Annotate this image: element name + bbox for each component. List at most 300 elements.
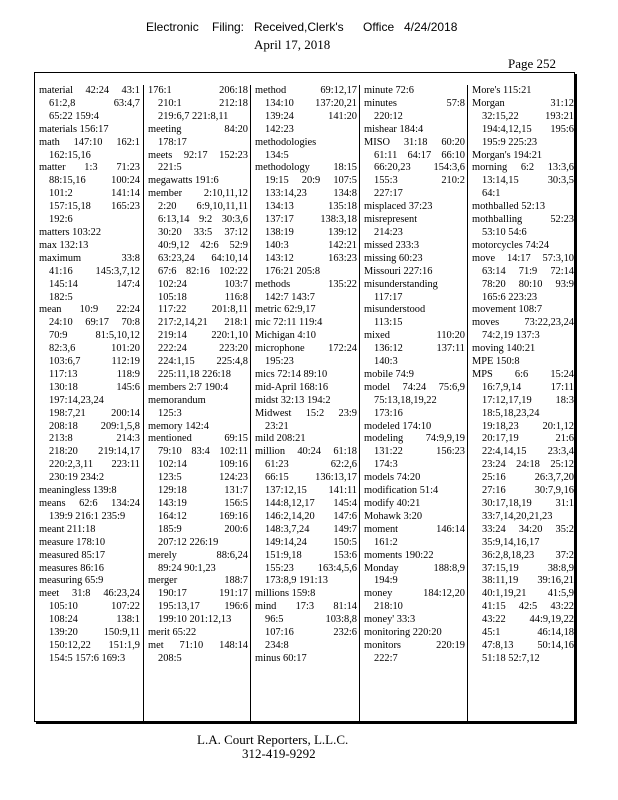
index-ref-line: 123:5 124:23 [158, 472, 248, 484]
index-ref-line: 33:7,14,20,21,23 [482, 510, 553, 522]
index-ref-line: 41:16 145:3,7,12 [49, 265, 140, 277]
index-ref-line: 133:14,23 134:8 [265, 188, 357, 200]
index-ref-line: 197:14,23,24 [49, 394, 104, 406]
index-ref-line: 78:20 80:10 93:9 [482, 278, 574, 290]
index-ref-line: 30:20 33:5 37:12 [158, 226, 248, 238]
index-entry [251, 653, 359, 666]
index-term-line: merit 65:22 [148, 627, 197, 639]
filing-office: Office [363, 20, 395, 34]
index-term-line: misunderstanding [364, 278, 438, 290]
index-term-line: minus 60:17 [255, 652, 307, 664]
index-ref-line: 173:8,9 191:13 [265, 575, 328, 587]
index-term-line: money' 33:3 [364, 614, 416, 626]
index-term-line: modification 51:4 [364, 485, 439, 497]
index-term-line: mobile 74:9 [364, 368, 414, 380]
index-entry [360, 614, 467, 627]
index-term-line: misunderstood [364, 304, 426, 316]
index-entry [144, 150, 250, 176]
index-term-line: meaningless 139:8 [39, 485, 117, 497]
index-term-line: misplaced 37:23 [364, 201, 433, 213]
index-ref-line: 102:24 103:7 [158, 278, 248, 290]
index-ref-line: 75:13,18,19,22 [374, 394, 437, 406]
index-entry [468, 85, 576, 98]
index-ref-line: 105:18 116:8 [158, 291, 248, 303]
index-term-line: measure 178:10 [39, 536, 106, 548]
index-entry [35, 588, 142, 665]
index-entry [35, 85, 142, 124]
index-ref-line: 88:15,16 100:24 [49, 175, 140, 187]
index-ref-line: 53:10 54:6 [482, 226, 527, 238]
index-entry [144, 188, 250, 382]
index-ref-line: 149:14,24 150:5 [265, 536, 357, 548]
index-entry [360, 266, 467, 279]
index-entry [360, 98, 467, 124]
index-entry [360, 369, 467, 382]
index-entry [468, 317, 576, 343]
index-ref-line: 137:12,15 141:11 [265, 485, 357, 497]
index-term-line: meets 92:17 152:23 [148, 149, 248, 161]
index-ref-line: 129:18 131:7 [158, 485, 248, 497]
index-ref-line: 190:17 191:17 [158, 588, 248, 600]
index-term-line: methods 135:22 [255, 278, 357, 290]
index-entry [35, 575, 142, 588]
index-ref-line: 19:15 20:9 107:5 [265, 175, 357, 187]
index-ref-line: 220:12 [374, 110, 403, 122]
index-ref-line: 70:9 81:5,10,12 [49, 330, 140, 342]
index-term-line: materials 156:17 [39, 123, 109, 135]
index-ref-line: 131:22 156:23 [374, 446, 465, 458]
index-ref-line: 63:23,24 64:10,14 [158, 252, 248, 264]
index-ref-line: 195:23 [265, 356, 294, 368]
index-term-line: measuring 65:9 [39, 575, 104, 587]
index-entry [360, 640, 467, 666]
index-term-line: meant 211:18 [39, 523, 96, 535]
index-term-line: mind 17:3 81:14 [255, 601, 357, 613]
index-ref-line: 219:14 220:1,10 [158, 330, 248, 342]
index-term-line: MPE 150:8 [472, 356, 520, 368]
index-entry [360, 279, 467, 305]
index-entry [360, 240, 467, 253]
index-entry [144, 85, 250, 124]
index-ref-line: 117:22 201:8,11 [158, 304, 248, 316]
index-term-line: member 2:10,11,12 [148, 188, 248, 200]
index-ref-line: 19:18,23 20:1,12 [482, 420, 574, 432]
index-ref-line: 113:15 [374, 317, 403, 329]
index-ref-line: 18:5,18,23,24 [482, 407, 540, 419]
index-ref-line: 6:13,14 9:2 30:3,6 [158, 214, 248, 226]
index-entry [35, 537, 142, 550]
index-ref-line: 101:2 141:14 [49, 188, 140, 200]
index-ref-line: 2:20 6:9,10,11,11 [158, 201, 248, 213]
index-entry [468, 150, 576, 163]
index-ref-line: 194:4,12,15 195:6 [482, 123, 574, 135]
index-ref-line: 145:14 147:4 [49, 278, 140, 290]
index-entry [35, 304, 142, 485]
index-entry [468, 356, 576, 369]
index-entry [360, 433, 467, 472]
index-ref-line: 66:20,23 154:3,6 [374, 162, 465, 174]
index-ref-line: 143:12 163:23 [265, 252, 357, 264]
index-entry [468, 201, 576, 214]
filing-electronic: Electronic [146, 20, 199, 34]
index-term-line: memorandum [148, 394, 206, 406]
index-term-line: methodology 18:15 [255, 162, 357, 174]
index-ref-line: 36:2,8,18,23 37:2 [482, 549, 574, 561]
index-entry [468, 304, 576, 317]
index-entry [251, 162, 359, 278]
index-entry [468, 162, 576, 201]
index-term-line: MPS 6:6 15:24 [472, 368, 574, 380]
index-ref-line: 140:3 [374, 356, 398, 368]
index-term-line: moment 146:14 [364, 523, 465, 535]
index-ref-line: 23:24 24:18 25:12 [482, 459, 574, 471]
index-ref-line: 16:7,9,14 17:11 [482, 381, 574, 393]
index-term-line: mishear 184:4 [364, 123, 424, 135]
index-entry [35, 485, 142, 498]
index-term-line: MISO 31:18 60:20 [364, 136, 465, 148]
index-term-line: money 184:12,20 [364, 588, 465, 600]
index-entry [468, 253, 576, 305]
index-entry [251, 601, 359, 653]
index-entry [360, 627, 467, 640]
index-term-line: morning 6:2 13:3,6 [472, 162, 574, 174]
index-entry [360, 524, 467, 550]
index-ref-line: 194:9 [374, 575, 398, 587]
index-entry [144, 575, 250, 627]
index-entry [144, 395, 250, 421]
index-term-line: measured 85:17 [39, 549, 106, 561]
index-ref-line: 155:23 163:4,5,6 [265, 562, 357, 574]
index-term-line: millions 159:8 [255, 588, 316, 600]
index-entry [360, 563, 467, 589]
index-ref-line: 27:16 30:7,9,16 [482, 485, 574, 497]
index-term-line: max 132:13 [39, 239, 89, 251]
index-term-line: modeling 74:9,9,19 [364, 433, 465, 445]
index-term-line: missed 233:3 [364, 239, 420, 251]
index-term-line: More's 115:21 [472, 85, 532, 96]
index-entry [360, 498, 467, 511]
index-ref-line: 173:16 [374, 407, 403, 419]
index-ref-line: 195:9 225:23 [482, 136, 538, 148]
index-ref-line: 174:3 [374, 459, 398, 471]
index-entry [35, 524, 142, 537]
index-ref-line: 221:5 [158, 162, 182, 174]
index-entry [360, 137, 467, 202]
index-ref-line: 162:15,16 [49, 149, 91, 161]
index-ref-line: 102:14 109:16 [158, 459, 248, 471]
index-ref-line: 157:15,18 165:23 [49, 201, 140, 213]
index-ref-line: 138:19 139:12 [265, 226, 357, 238]
index-term-line: metric 62:9,17 [255, 304, 316, 316]
index-ref-line: 67:6 82:16 102:22 [158, 265, 248, 277]
index-ref-line: 140:3 142:21 [265, 239, 357, 251]
index-term-line: minute 72:6 [364, 85, 414, 96]
index-term-line: motorcycles 74:24 [472, 239, 550, 251]
index-term-line: mics 72:14 89:10 [255, 368, 328, 380]
index-entry [144, 382, 250, 395]
index-term-line: million 40:24 61:18 [255, 446, 357, 458]
index-entry [35, 227, 142, 240]
index-ref-line: 30:17,18,19 31:1 [482, 498, 574, 509]
index-ref-line: 96:5 103:8,8 [265, 614, 357, 626]
index-term-line: modeled 174:10 [364, 420, 432, 432]
index-ref-line: 136:12 137:11 [374, 343, 465, 355]
index-column-2 [143, 85, 250, 721]
index-ref-line: 65:22 159:4 [49, 110, 99, 122]
index-ref-line: 182:5 [49, 291, 73, 303]
index-entry [35, 124, 142, 137]
index-term-line: meet 31:8 46:23,24 [39, 588, 140, 600]
index-entry [251, 382, 359, 395]
index-ref-line: 218:10 [374, 601, 403, 613]
index-ref-line: 38:11,19 39:16,21 [482, 575, 574, 587]
index-term-line: matters 103:22 [39, 226, 102, 238]
index-entry [251, 304, 359, 317]
index-term-line: moments 190:22 [364, 549, 434, 561]
index-entry [144, 640, 250, 666]
index-ref-line: 134:5 [265, 149, 289, 161]
index-ref-line: 198:7,21 200:14 [49, 407, 140, 419]
index-term-line: Morgan 31:12 [472, 97, 574, 109]
index-ref-line: 225:11,18 226:18 [158, 368, 231, 380]
filing-stamp [0, 20, 618, 54]
index-ref-line: 37:15,19 38:8,9 [482, 562, 574, 574]
index-ref-line: 148:3,7,24 149:7 [265, 523, 357, 535]
index-entry [35, 240, 142, 253]
index-term-line: movement 108:7 [472, 304, 543, 316]
index-ref-line: 107:16 232:6 [265, 627, 357, 639]
index-ref-line: 66:15 136:13,17 [265, 472, 357, 484]
index-ref-line: 64:1 [482, 188, 501, 200]
index-ref-line: 23:21 [265, 420, 289, 432]
index-entry [360, 588, 467, 614]
index-term-line: mothballed 52:13 [472, 201, 546, 213]
index-term-line: merely 88:6,24 [148, 549, 248, 561]
index-term-line: midst 32:13 194:2 [255, 394, 331, 406]
index-ref-line: 32:15,22 193:21 [482, 110, 574, 122]
index-entry [360, 511, 467, 524]
index-ref-line: 137:17 138:3,18 [265, 214, 357, 226]
index-term-line: merger 188:7 [148, 575, 248, 587]
index-ref-line: 165:6 223:23 [482, 291, 538, 303]
index-entry [35, 137, 142, 163]
index-term-line: method 69:12,17 [255, 85, 357, 96]
index-entry [360, 124, 467, 137]
index-term-line: misrepresent [364, 214, 418, 226]
index-entry [360, 85, 467, 98]
index-term-line: models 74:20 [364, 472, 421, 484]
index-ref-line: 105:10 107:22 [49, 601, 140, 613]
index-term-line: meeting 84:20 [148, 123, 248, 135]
index-entry [251, 588, 359, 601]
index-ref-line: 40:1,19,21 41:5,9 [482, 588, 574, 600]
index-term-line: monitors 220:19 [364, 639, 465, 651]
index-ref-line: 142:7 143:7 [265, 291, 315, 303]
index-entry [360, 330, 467, 369]
index-ref-line: 151:9,18 153:6 [265, 549, 357, 561]
page-number: Page 252 [508, 56, 557, 71]
index-entry [468, 98, 576, 150]
index-ref-line: 139:9 216:1 235:9 [49, 510, 126, 522]
index-ref-line: 134:10 137:20,21 [265, 97, 357, 109]
index-ref-line: 214:23 [374, 226, 403, 238]
index-entry [360, 201, 467, 214]
index-ref-line: 144:8,12,17 145:4 [265, 498, 357, 509]
index-column-3 [250, 85, 359, 721]
index-ref-line: 134:13 135:18 [265, 201, 357, 213]
index-entry [251, 408, 359, 434]
index-ref-line: 224:1,15 225:4,8 [158, 356, 248, 368]
index-term-line: maximum 33:8 [39, 252, 140, 264]
index-term-line: Michigan 4:10 [255, 330, 316, 342]
index-term-line: minutes 57:8 [364, 97, 465, 109]
index-term-line: met 71:10 148:14 [148, 639, 248, 651]
index-ref-line: 117:13 118:9 [49, 368, 140, 380]
index-column-4 [359, 85, 467, 721]
filing-office-date: 4/24/2018 [404, 20, 458, 34]
index-ref-line: 47:8,13 50:14,16 [482, 639, 574, 651]
index-ref-line: 24:10 69:17 70:8 [49, 317, 140, 329]
index-ref-line: 103:6,7 112:19 [49, 356, 140, 368]
index-entry [144, 421, 250, 434]
index-ref-line: 139:24 141:20 [265, 110, 357, 122]
index-term-line: Monday 188:8,9 [364, 562, 465, 574]
index-ref-line: 185:9 200:6 [158, 523, 248, 535]
index-entry [251, 433, 359, 446]
index-ref-line: 199:10 201:12,13 [158, 614, 232, 626]
index-ref-line: 17:12,17,19 18:3 [482, 394, 574, 406]
index-entry [251, 317, 359, 330]
index-term-line: Morgan's 194:21 [472, 149, 543, 161]
index-ref-line: 74:2,19 137:3 [482, 330, 540, 342]
index-ref-line: 22:4,14,15 23:3,4 [482, 446, 574, 458]
index-entry [360, 304, 467, 330]
index-term-line: Mohawk 3:20 [364, 510, 423, 522]
index-term-line: missing 60:23 [364, 252, 423, 264]
index-ref-line: 35:9,14,16,17 [482, 536, 540, 548]
index-ref-line: 234:8 [265, 639, 289, 651]
index-term-line: methodologies [255, 136, 317, 148]
index-ref-line: 40:9,12 42:6 52:9 [158, 239, 248, 251]
index-ref-line: 117:17 [374, 291, 403, 303]
index-term-line: mean 10:9 22:24 [39, 304, 140, 316]
index-ref-line: 25:16 26:3,7,20 [482, 472, 574, 484]
index-ref-line: 61:2,8 63:4,7 [49, 97, 140, 109]
index-ref-line: 146:2,14,20 147:6 [265, 510, 357, 522]
index-entry [35, 550, 142, 563]
index-entry [360, 214, 467, 240]
index-ref-line: 130:18 145:6 [49, 381, 140, 393]
index-entry [251, 395, 359, 408]
index-term-line: means 62:6 134:24 [39, 498, 140, 509]
index-ref-line: 219:6,7 221:8,11 [158, 110, 229, 122]
index-entry [251, 85, 359, 137]
index-entry [360, 421, 467, 434]
index-term-line: measures 86:16 [39, 562, 104, 574]
index-entry [251, 446, 359, 588]
index-ref-line: 195:13,17 196:6 [158, 601, 248, 613]
index-ref-line: 150:12,22 151:1,9 [49, 639, 140, 651]
index-term-line: members 2:7 190:4 [148, 381, 229, 393]
index-ref-line: 63:14 71:9 72:14 [482, 265, 574, 277]
index-ref-line: 213:8 214:3 [49, 433, 140, 445]
index-entry [468, 240, 576, 253]
index-term-line: monitoring 220:20 [364, 627, 442, 639]
index-term-line: megawatts 191:6 [148, 175, 219, 187]
index-ref-line: 210:1 212:18 [158, 97, 248, 109]
index-entry [360, 253, 467, 266]
index-ref-line: 217:2,14,21 218:1 [158, 317, 248, 329]
index-entry [468, 369, 576, 666]
index-entry [360, 550, 467, 563]
index-column-5 [467, 85, 576, 721]
index-term-line: Missouri 227:16 [364, 265, 433, 277]
index-ref-line: 79:10 83:4 102:11 [158, 446, 248, 458]
hearing-date: April 17, 2018 [254, 37, 331, 52]
index-term-line: moving 140:21 [472, 343, 536, 355]
index-ref-line: 33:24 34:20 35:2 [482, 523, 574, 535]
index-term-line: matter 1:3 71:23 [39, 162, 140, 174]
index-ref-line: 61:23 62:2,6 [265, 459, 357, 471]
index-entry [360, 382, 467, 421]
index-entry [35, 563, 142, 576]
court-reporter-firm: L.A. Court Reporters, L.L.C. [197, 732, 349, 747]
index-ref-line: 176:21 205:8 [265, 265, 321, 277]
index-term-line: mic 72:11 119:4 [255, 317, 323, 329]
index-term-line: Midwest 15:2 23:9 [255, 407, 357, 419]
index-ref-line: 207:12 226:19 [158, 536, 219, 548]
index-ref-line: 142:23 [265, 123, 294, 135]
index-ref-line: 125:3 [158, 407, 182, 419]
index-term-line: model 74:24 75:6,9 [364, 381, 465, 393]
index-term-line: mid-April 168:16 [255, 381, 329, 393]
index-entry [35, 253, 142, 305]
index-ref-line: 61:11 64:17 66:10 [374, 149, 465, 161]
index-ref-line: 178:17 [158, 136, 187, 148]
index-entry [251, 369, 359, 382]
index-ref-line: 220:2,3,11 223:11 [49, 459, 140, 471]
index-entry [144, 627, 250, 640]
index-ref-line: 164:12 169:16 [158, 510, 248, 522]
index-ref-line: 13:14,15 30:3,5 [482, 175, 574, 187]
index-ref-line: 161:2 [374, 536, 398, 548]
index-entry [35, 162, 142, 227]
court-reporter-phone: 312-419-9292 [242, 746, 316, 761]
index-ref-line: 192:6 [49, 214, 73, 226]
index-entry [251, 279, 359, 305]
index-term-line: material 42:24 43:1 [39, 85, 140, 96]
index-entry [360, 472, 467, 485]
index-term-line: memory 142:4 [148, 420, 209, 432]
filing-label: Filing: [212, 20, 245, 34]
index-ref-line: 89:24 90:1,23 [158, 562, 216, 574]
index-ref-line: 139:20 150:9,11 [49, 627, 140, 639]
index-term-line: mothballing 52:23 [472, 214, 574, 226]
index-term-line: microphone 172:24 [255, 343, 357, 355]
index-column-1 [35, 85, 142, 721]
index-entry [251, 137, 359, 163]
index-entry [360, 485, 467, 498]
index-term-line: moves 73:22,23,24 [472, 317, 574, 329]
index-ref-line: 230:19 234:2 [49, 472, 105, 484]
index-term-line: mentioned 69:15 [148, 433, 248, 445]
index-ref-line: 45:1 46:14,18 [482, 627, 574, 639]
index-ref-line: 222:7 [374, 652, 398, 664]
index-ref-line: 51:18 52:7,12 [482, 652, 540, 664]
index-entry [144, 550, 250, 576]
index-entry [468, 343, 576, 356]
index-entry [251, 343, 359, 369]
